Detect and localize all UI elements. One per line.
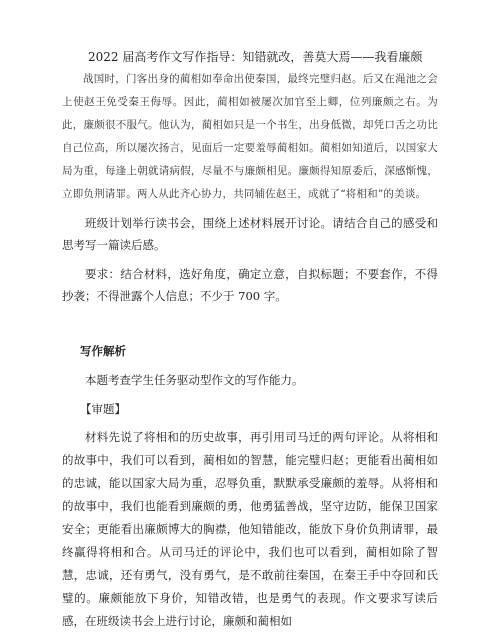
review-paragraph: 材料先说了将相和的历史故事，再引用司马迁的两句评论。从将相和的故事中，我们可以看到，蔺相如的智慧，能完璧归赵；更能看出蔺相如的忠诚，能以国家大局为重，忍辱负重，默默承受廉颇的羞辱。从将相和的故事中，我们也能看到廉颇的勇，他勇猛善战，坚守边防，能保卫国家安全；更能看出廉颇博大的胸襟，他知错能改，能放下身价负荆请罪，最终赢得将相和合。从司马迁的评论中，我们也可以看到，蔺相如除了智慧，忠诚，还有勇气，没有勇气，是不敢前往秦国，在秦王手中夺回和氏璧的。廉颇能放下身价，知错改错，也是勇气的表现。作文要求写读后感，在班级读书会上进行讨论，廉颇和蔺相如 — [62, 430, 438, 628]
analysis-intro: 本题考查学生任务驱动型作文的写作能力。 — [85, 373, 304, 387]
task-paragraph: 班级计划举行读书会，围绕上述材料展开讨论。请结合自己的感受和思考写一篇读后感。 — [62, 216, 438, 252]
material-paragraph: 战国时，门客出身的蔺相如奉命出使秦国，最终完璧归赵。后又在渑池之会上使赵王免受秦王侮辱。因此，蔺相如被屡次加官至上卿，位列廉颇之右。为此，廉颇很不服气。他认为，蔺相如只是一个书生，出身低微，却凭口舌之功比自己位高，所以屡次扬言，见面后一定要羞辱蔺相如。蔺相如知道后，以国家大局为重，每逢上朝就请病假，尽量不与廉颇相见。廉颇得知原委后，深感惭愧，立即负荆请罪。两人从此齐心协力，共同辅佐赵王，成就了“将相和”的美谈。 — [62, 73, 438, 200]
document-title: 2022 届高考作文写作指导：知错就改，善莫大焉——我看廉颇 — [88, 50, 423, 64]
review-label: 【审题】 — [80, 402, 126, 416]
requirements-paragraph: 要求：结合材料，选好角度，确定立意，自拟标题；不要套作，不得抄袭；不得泄露个人信息；不少于 700 字。 — [62, 267, 438, 303]
analysis-heading: 写作解析 — [80, 344, 126, 358]
